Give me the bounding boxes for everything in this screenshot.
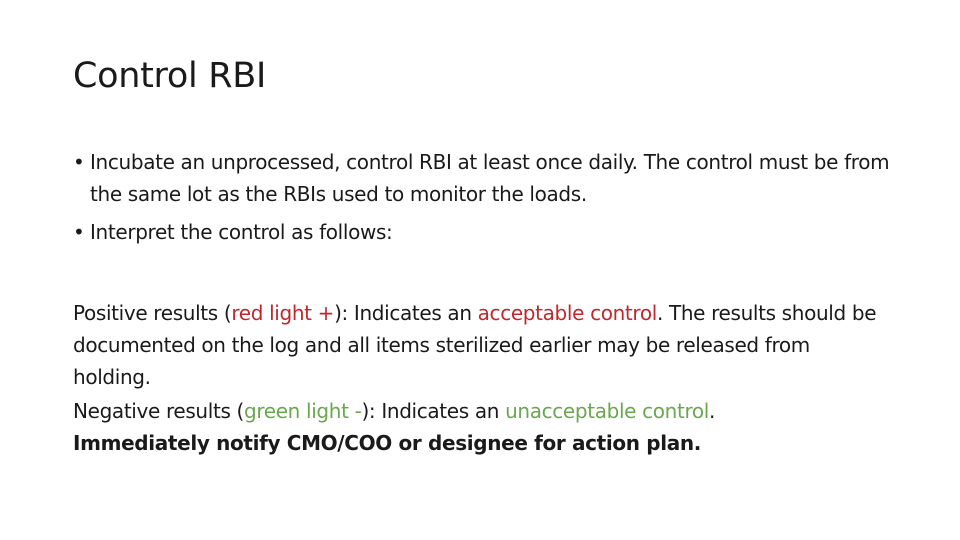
results-section bbox=[73, 297, 893, 461]
positive-tail: . The results should be documented on the log and all items sterilized earlier may be released from holding. bbox=[73, 301, 877, 389]
bullet-glyph: • bbox=[73, 220, 85, 244]
positive-status: acceptable control bbox=[477, 301, 657, 325]
negative-lead: Negative results ( bbox=[73, 399, 244, 423]
slide-title: Control RBI bbox=[73, 56, 266, 96]
positive-indicator: red light + bbox=[231, 301, 335, 325]
positive-mid: ): Indicates an bbox=[334, 301, 478, 325]
bullet-glyph: • bbox=[73, 150, 85, 174]
bullet-item bbox=[73, 146, 893, 210]
action-instruction: Immediately notify CMO/COO or designee for action plan. bbox=[73, 431, 702, 455]
negative-indicator: green light - bbox=[243, 399, 362, 423]
bullet-list bbox=[73, 146, 893, 254]
bullet-text: Incubate an unprocessed, control RBI at least once daily. The control must be from the same lot as the RBIs used to monitor the loads. bbox=[90, 150, 890, 206]
negative-mid: ): Indicates an bbox=[361, 399, 506, 423]
negative-tail: . bbox=[709, 399, 716, 423]
bullet-text: Interpret the control as follows: bbox=[90, 220, 393, 244]
negative-status: unacceptable control bbox=[505, 399, 710, 423]
positive-lead: Positive results ( bbox=[73, 301, 232, 325]
negative-result-paragraph bbox=[73, 395, 893, 459]
positive-result-paragraph bbox=[73, 297, 893, 393]
bullet-item bbox=[73, 216, 893, 248]
